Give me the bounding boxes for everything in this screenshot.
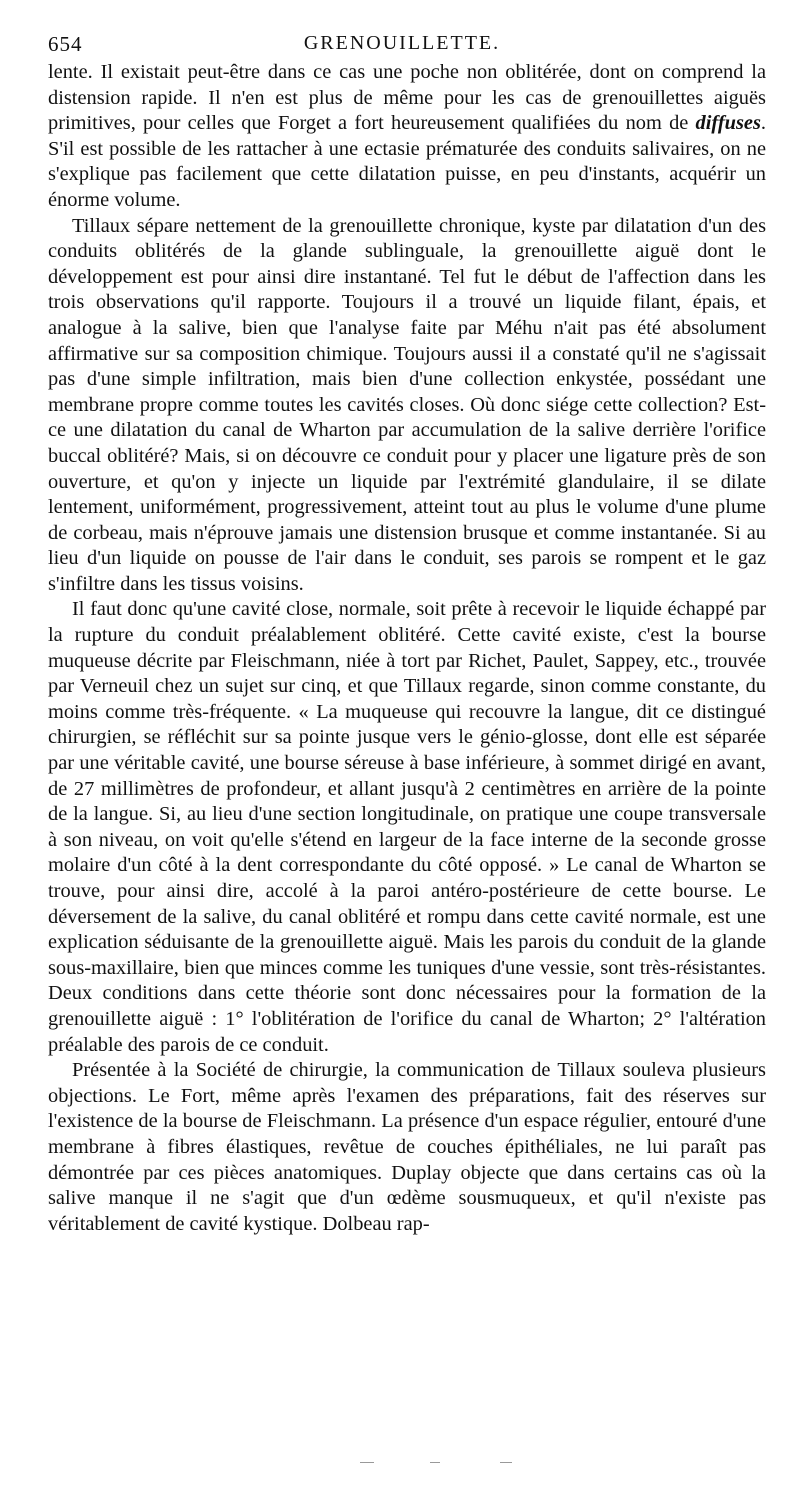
paragraph-text: lente. Il existait peut-être dans ce cas une poche non oblitérée, dont on comprend la distension rapide. Il n'en est plus de même pour les cas de grenouillettes aiguës primitives, pour celles que Forget a fort heureusement qualifiées du nom de bbox=[48, 61, 766, 135]
page-bottom-marks bbox=[360, 1462, 560, 1466]
paragraph bbox=[48, 1058, 766, 1237]
page-number: 654 bbox=[48, 32, 83, 56]
paragraph-text: Présentée à la Société de chirurgie, la communication de Tillaux souleva plusieurs objections. Le Fort, même après l'examen des préparations, fait des réserves sur l'existence de la bourse de Fleischmann. La présence d'un espace régulier, entouré d'une membrane à fibres élastiques, revêtue de couches épithéliales, ne lui paraît pas démontrée par ces pièces anatomiques. Duplay objecte que dans certains cas où la salive manque il ne s'agit que d'un œdème sousmuqueux, et qu'il n'existe pas véritablement de cavité kystique. Dolbeau rap- bbox=[48, 1059, 766, 1235]
paragraph bbox=[48, 60, 766, 214]
emphasis-text: diffuses bbox=[695, 112, 761, 135]
paragraph bbox=[48, 214, 766, 598]
paragraph-text: Tillaux sépare nettement de la grenouillette chronique, kyste par dilatation d'un des conduits oblitérés de la glande sublinguale, la grenouillette aiguë dont le développement est pour ainsi dire instantané. Tel fut le début de l'affection dans les trois observations qu'il rapporte. Toujours il a trouvé un liquide filant, épais, et analogue à la salive, bien que l'analyse faite par Méhu n'ait pas été absolument affirmative sur sa composition chimique. Toujours aussi il a constaté qu'il ne s'agissait pas d'une simple infiltration, mais bien d'une collection enkystée, possédant une membrane propre comme toutes les cavités closes. Où donc siége cette collection? Est-ce une dilatation du canal de Wharton par accumulation de la salive derrière l'orifice buccal oblitéré? Mais, si on découvre ce conduit pour y placer une ligature près de son ouverture, et qu'on y injecte un liquide par l'extrémité glandulaire, il se dilate lentement, uniformément, progressivement, atteint tout au plus le volume d'une plume de corbeau, mais n'éprouve jamais une distension brusque et comme instantanée. Si au lieu d'un liquide on pousse de l'air dans le conduit, ses parois se rompent et le gaz s'infiltre dans les tissus voisins. bbox=[48, 214, 766, 595]
running-title: GRENOUILLETTE. bbox=[303, 32, 501, 54]
paragraph-text: . S'il est possible de les rattacher à une ectasie prématurée des conduits salivaires, on ne s'explique pas facilement que cette dilatation puisse, en peu d'instants, acquérir un énorme volume. bbox=[48, 112, 766, 211]
running-head bbox=[48, 32, 756, 58]
paragraph-text: Il faut donc qu'une cavité close, normale, soit prête à recevoir le liquide échappé par la rupture du conduit préalablement oblitéré. Cette cavité existe, c'est la bourse muqueuse décrite par Fleischmann, niée à tort par Richet, Paulet, Sappey, etc., trouvée par Verneuil chez un sujet sur cinq, et que Tillaux regarde, sinon comme constante, du moins comme très-fréquente. « La muqueuse qui recouvre la langue, dit ce distingué chirurgien, se réfléchit sur sa pointe jusque vers le génio-glosse, dont elle est séparée par une véritable cavité, une bourse séreuse à base inférieure, à sommet dirigé en avant, de 27 millimètres de profondeur, et allant jusqu'à 2 centimètres en arrière de la pointe de la langue. Si, au lieu d'une section longitudinale, on pratique une coupe transversale à son niveau, on voit qu'elle s'étend en largeur de la face interne de la seconde grosse molaire d'un côté à la dent correspondante du côté opposé. » Le canal de Wharton se trouve, pour ainsi dire, accolé à la paroi antéro-postérieure de cette bourse. Le déversement de la salive, du canal oblitéré et rompu dans cette cavité normale, est une explication séduisante de la grenouillette aiguë. Mais les parois du conduit de la glande sous-maxillaire, bien que minces comme les tuniques d'une vessie, sont très-résistantes. Deux conditions dans cette théorie sont donc nécessaires pour la formation de la grenouillette aiguë : 1° l'oblitération de l'orifice du canal de Wharton; 2° l'altération préalable des parois de ce conduit. bbox=[48, 598, 766, 1056]
paragraph bbox=[48, 597, 766, 1058]
body-text bbox=[48, 60, 766, 1237]
